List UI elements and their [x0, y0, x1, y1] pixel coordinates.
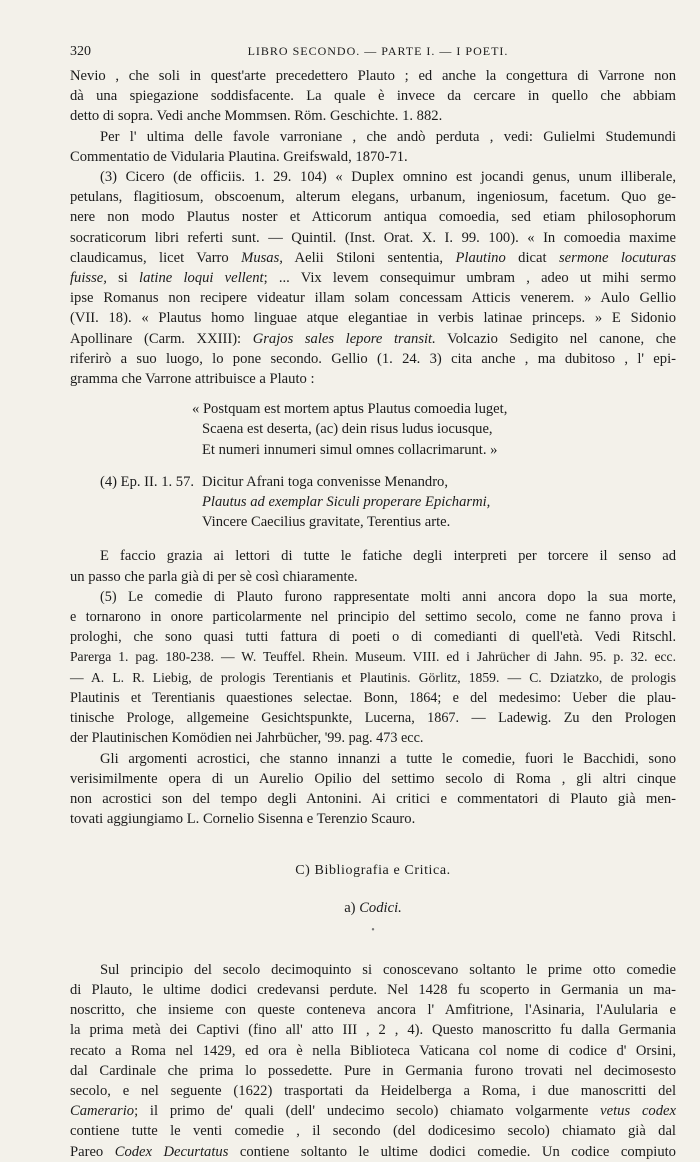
text-run: Apollinare (Carm. XXIII):: [70, 330, 253, 347]
text-line: Sul principio del secolo decimoquinto si conoscevano soltanto le prime otto comedie: [100, 961, 676, 978]
text-line: Plautinis et Terentianis quaestiones selectae. Bonn, 1864; e del medesimo: Ueber die plau-: [70, 689, 676, 706]
paragraph-grazia: [70, 546, 676, 586]
text-line: [70, 329, 676, 349]
ornament-mark: •: [371, 924, 375, 936]
text-line: — A. L. R. Liebig, de prologis Terentianis et Plautinis. Görlitz, 1859. — C. Dziatzko, de prologis: [70, 669, 676, 685]
text-run: si: [106, 270, 140, 287]
italic-run: sermone locuturas: [558, 249, 676, 266]
text-line: detto di sopra. Vedi anche Mommsen. Röm. Geschichte. 1. 882.: [70, 108, 443, 125]
section-heading: C) Bibliografia e Critica.: [295, 863, 451, 879]
text-line: riferirò a suo luogo, lo pone secondo. Gellio (1. 24. 3) cita anche , ma dubitoso , l' epi-: [70, 350, 676, 367]
page-number: 320: [70, 44, 91, 59]
running-title: LIBRO SECONDO. — PARTE I. — I POETI.: [247, 44, 509, 58]
text-line: Nevio , che soli in quest'arte precedettero Plauto ; ed anche la congettura di Varrone non: [70, 68, 676, 84]
italic-run: Musas,: [241, 249, 283, 266]
text-line: e tornarono in onore particolarmente nel principio del settimo secolo, come ne fanno prova i: [70, 609, 676, 626]
text-line: secolo, e nel seguente (1622) trasportati da Heidelberga a Roma, i due manoscritti del: [70, 1082, 676, 1099]
text-line: tinische Prologe, allgemeine Gesichtspunkte, Lucerna, 1867. — Ladewig. Zu den Prologen: [70, 710, 676, 727]
verse-line: Et numeri innumeri simul omnes collacrimarunt. »: [202, 441, 498, 458]
text-line: (3) Cicero (de officiis. 1. 29. 104) « Duplex omnino est jocandi genus, unum illiberale,: [100, 169, 676, 186]
text-run: Pareo: [70, 1143, 115, 1160]
verse-line: Plautus ad exemplar Siculi properare Epicharmi,: [202, 494, 491, 511]
verse-line: Scaena est deserta, (ac) dein risus ludus iocusque,: [202, 421, 493, 438]
text-line: der Plautinischen Komödien nei Jahrbücher, '99. pag. 473 ecc.: [70, 730, 424, 747]
text-line: dà una spiegazione soddisfacente. La quale è invece da cercare in quello che abbiam: [70, 88, 676, 105]
page-header: [70, 40, 676, 66]
text-line: ipse Romanus non recipere videatur illam solam concessam Atticis venerem. » Aulo Gellio: [70, 290, 676, 307]
text-run: claudicamus, licet Varro: [70, 249, 242, 266]
footnote-4-epistle: [70, 472, 676, 533]
italic-run: Grajos sales lepore transit.: [252, 330, 436, 347]
text-line: [70, 1101, 676, 1121]
text-line: dal Cardinale che prima lo possedette. Pure in Germania furono trovati nel decimosesto: [70, 1062, 676, 1079]
text-line: Gli argomenti acrostici, che stanno innanzi a tutte le comedie, fuori le Bacchidi, sono: [100, 750, 676, 767]
epistle-reference: (4) Ep. II. 1. 57.: [100, 473, 195, 490]
text-line: (VII. 18). « Plautus homo linguae atque elegantiae in verbis latinae princeps. » E Sidonio: [70, 310, 676, 327]
text-line: [70, 248, 676, 268]
subsection-heading: [70, 898, 676, 918]
footnote-3-cicero: [70, 167, 676, 389]
italic-run: Camerario: [70, 1103, 135, 1120]
text-line: un passo che parla già di per sè così chiaramente.: [70, 568, 358, 585]
text-line: nere non modo Plautus noster et Atticorum antiqua comoedia, sed etiam philosophorum: [70, 209, 676, 226]
text-run: dicat: [505, 249, 559, 266]
text-line: prologhi, che sono quasi tutti fattura di poeti o di comedianti di quell'età. Vedi Ritschl.: [70, 629, 676, 646]
paragraph-nevio: [70, 66, 676, 127]
verse-line: Vincere Caecilius gravitate, Terentius arte.: [202, 514, 451, 531]
text-line: E faccio grazia ai lettori di tutte le fatiche degli interpreti per torcere il senso ad: [100, 548, 676, 565]
epistle-verses: [202, 472, 676, 533]
text-run: contiene soltanto le ultime dodici comedie. Un codice compiuto: [228, 1143, 676, 1160]
page-body: [70, 66, 676, 1162]
text-run: Aelii Stiloni sententia,: [282, 249, 456, 266]
text-line: Commentatio de Vidularia Plautina. Greifswald, 1870-71.: [70, 148, 408, 165]
paragraph-argomenti: [70, 749, 676, 830]
text-line: [70, 268, 676, 288]
text-line: contiene tutte le venti comedie , il secondo (del dodicesimo secolo) chiamato già dal: [70, 1123, 676, 1140]
text-line: Parerga 1. pag. 180-238. — W. Teuffel. Rhein. Museum. VIII. ed i Jahrücher di Jahn. 95. p. 32. ecc.: [70, 649, 676, 665]
text-line: tovati aggiungiamo L. Cornelio Sisenna e Terenzio Scauro.: [70, 811, 416, 828]
footnote-5-comedie: [70, 587, 676, 749]
italic-run: vetus codex: [600, 1103, 676, 1120]
text-line: gramma che Varrone attribuisce a Plauto :: [70, 371, 315, 388]
italic-run: latine loqui vellent: [139, 270, 264, 287]
text-line: di Plauto, le ultime dodici credevansi perdute. Nel 1428 fu scoperto in Germania un ma-: [70, 981, 676, 998]
text-line: (5) Le comedie di Plauto furono rappresentate molti anni ancora dopo la sua morte,: [100, 588, 676, 605]
text-line: noscritto, che insieme con queste conteneva ancora l' Amfitrione, l'Asinaria, l'Aulularia e: [70, 1002, 676, 1019]
epigram-quote: [70, 399, 676, 460]
italic-run: fuisse,: [70, 270, 107, 287]
subsection-title: Codici.: [359, 899, 402, 916]
text-line: petulans, flagitiosum, obscoenum, alterum elegans, urbanum, ingeniosum, facetum. Quo ge-: [70, 189, 676, 206]
text-line: socraticorum libri referti sunt. — Quintil. (Inst. Orat. X. I. 99. 100). « In comoedia maxime: [70, 229, 676, 246]
italic-run: Codex Decurtatus: [114, 1143, 229, 1160]
text-run: ; ... Vix levem consequimur umbram , adeo ut mihi sermo: [263, 270, 676, 287]
text-line: recato a Roma nel 1429, ed ora è nella Biblioteca Vaticana col nome di codice d' Orsini,: [70, 1042, 676, 1059]
text-line: la prima metà dei Captivi (fino all' atto III , 2 , 4). Questo manoscritto fu dalla Germania: [70, 1022, 676, 1039]
text-run: ; il primo de' quali (dell' undecimo secolo) chiamato volgarmente: [134, 1103, 601, 1120]
verse-line: « Postquam est mortem aptus Plautus comoedia luget,: [192, 401, 508, 418]
text-line: [70, 1142, 676, 1162]
text-run: Volcazio Sedigito nel canone, che: [435, 330, 676, 347]
text-line: verisimilmente opera di un Aurelio Opilio del settimo secolo di Roma , gli altri cinque: [70, 770, 676, 787]
subsection-prefix: a): [344, 899, 360, 916]
italic-run: Plautino: [455, 249, 506, 266]
verse-line: Dicitur Afrani toga convenisse Menandro,: [202, 473, 448, 490]
text-line: non acrostici son del tempo degli Antonini. Ai critici e commentatori di Plauto già men-: [70, 790, 676, 807]
text-line: Per l' ultima delle favole varroniane , che andò perduta , vedi: Gulielmi Studemundi: [100, 128, 676, 145]
paragraph-vidularia: [70, 127, 676, 167]
paragraph-codici: [70, 960, 676, 1162]
